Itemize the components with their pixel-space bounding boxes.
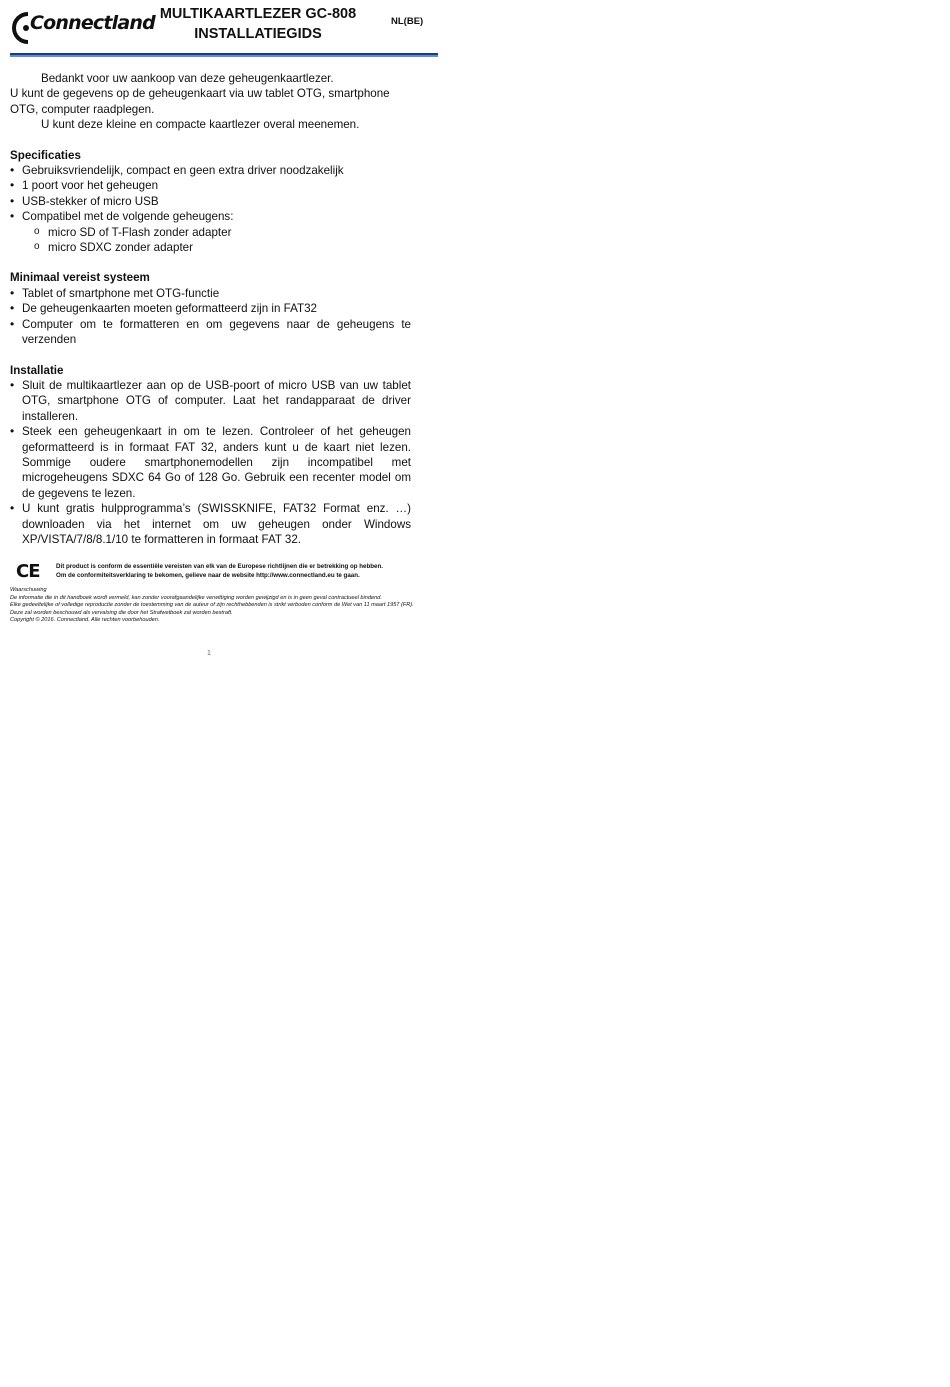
list-item: • Sluit de multikaartlezer aan op de USB-poort of micro USB van uw tablet OTG, smartphone OTG of computer. Laat het randapparaat de driver installeren. [10, 378, 411, 424]
document-title [140, 4, 376, 44]
system-list [10, 286, 411, 348]
header-rule-light [10, 55, 438, 57]
list-item: • U kunt gratis hulpprogramma’s (SWISSKNIFE, FAT32 Format enz. …) downloaden via het internet om uw geheugen onder Windows XP/VISTA/7/8/8.1/10 te formatteren in formaat FAT 32. [10, 501, 411, 547]
warning-title: Waarschuwing [10, 587, 47, 593]
compliance-line-1: Dit product is conform de essentiële vereisten van elk van de Europese richtlijnen die er betrekking op hebben. [56, 563, 383, 570]
list-item: • 1 poort voor het geheugen [10, 178, 411, 193]
warning-block [10, 587, 415, 625]
list-item: • Gebruiksvriendelijk, compact en geen extra driver noodzakelijk [10, 163, 411, 178]
ce-mark-icon: CE [16, 561, 40, 582]
title-line-2: INSTALLATIEGIDS [194, 26, 322, 42]
intro-line-3: U kunt deze kleine en compacte kaartlezer overal meenemen. [41, 118, 360, 132]
title-line-1: MULTIKAARTLEZER GC-808 [159, 6, 357, 22]
warning-line-3: Copyright © 2016. Connectland. Alle rechten voorbehouden. [10, 617, 160, 624]
sub-list-item: o micro SD of T-Flash zonder adapter [10, 225, 411, 240]
compliance-block [10, 558, 430, 584]
list-item: • Steek een geheugenkaart in om te lezen. Controleer of het geheugen geformatteerd is in formaat FAT 32, anders kunt u de kaart niet lezen. Sommige oudere smartphonemodellen zijn incompatibel met microgeheugens SDXC 64 Go of 128 Go. Gebruik een recenter model om de gegevens te lezen. [10, 424, 411, 501]
compliance-line-2: Om de conformiteitsverklaring te bekomen, gelieve naar de website http://www.connectland.eu te gaan. [56, 572, 360, 579]
install-list [10, 378, 411, 547]
system-heading: Minimaal vereist systeem [10, 271, 150, 285]
intro-line-2: U kunt de gegevens op de geheugenkaart via uw tablet OTG, smartphone OTG, computer raadplegen. [10, 87, 390, 116]
logo-text: Connectland [30, 12, 155, 34]
list-item: • Compatibel met de volgende geheugens: [10, 209, 411, 224]
specs-heading: Specificaties [10, 148, 81, 162]
warning-line-2: Elke gedeeltelijke of volledige reproductie zonder de toestemming van de auteur of zijn rechthebbenden is strikt verboden conform de Wet van 11 maart 1957 (FR). Deze zal worden beschouwd als vervalsing die door het Strafwetboek zal worden bestraft. [10, 602, 414, 616]
specs-list [10, 163, 411, 225]
brand-logo [10, 8, 155, 48]
page-number: 1 [207, 650, 211, 657]
list-item: • Computer om te formatteren en om gegevens naar de geheugens te verzenden [10, 317, 411, 348]
language-code: NL(BE) [391, 16, 424, 27]
compliance-text [56, 562, 383, 580]
install-heading: Installatie [10, 363, 64, 377]
sub-list-item: o micro SDXC zonder adapter [10, 240, 411, 255]
specs-sublist [10, 225, 411, 256]
intro-line-1: Bedankt voor uw aankoop van deze geheugenkaartlezer. [41, 72, 334, 85]
warning-line-1: De informatie die in dit handboek wordt vermeld, kan zonder voorafgaandelijke verwittiging worden gewijzigd en is in geen geval contractueel bindend. [10, 594, 382, 601]
list-item: • USB-stekker of micro USB [10, 194, 411, 209]
list-item: • Tablet of smartphone met OTG-functie [10, 286, 411, 301]
list-item: • De geheugenkaarten moeten geformatteerd zijn in FAT32 [10, 301, 411, 316]
document-body [10, 71, 411, 547]
